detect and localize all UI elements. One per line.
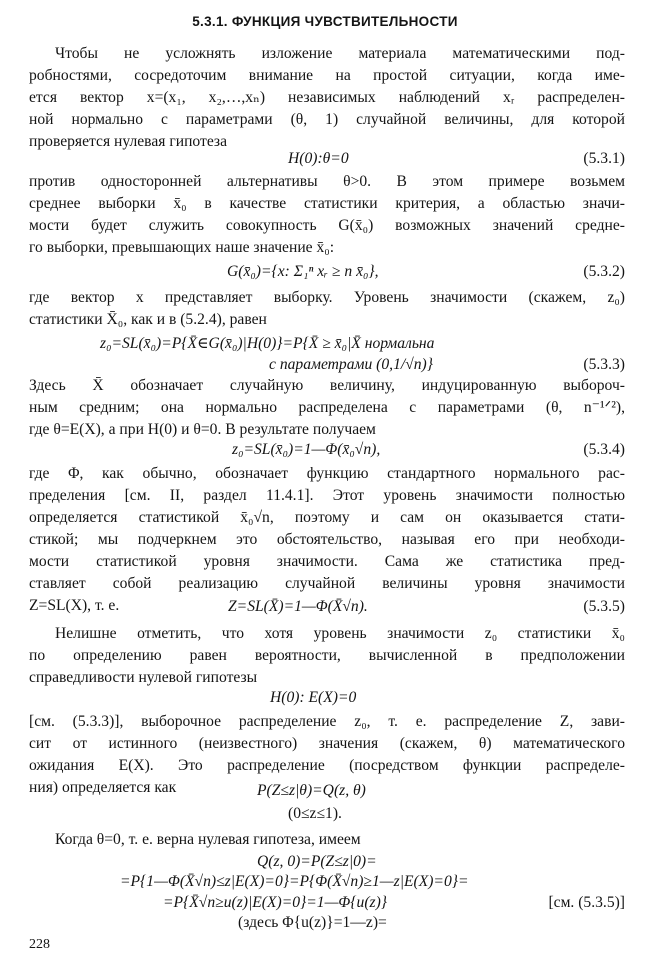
equation: P(Z≤z|θ)=Q(z, θ) (257, 782, 366, 799)
text-line: ной нормально с параметрами (θ, 1) случайной величины, для которой (29, 111, 625, 128)
text-line: пределения [см. II, раздел 11.4.1]. Этот уровень значимости полностью (29, 487, 625, 504)
text-line: робностями, сосредоточим внимание на простой ситуации, когда име- (29, 67, 625, 84)
text-line: проверяется нулевая гипотеза (29, 133, 228, 150)
page-number: 228 (29, 937, 50, 952)
text-line: по определению равен вероятности, вычисленной в предположении (29, 647, 625, 664)
text-line: статистики X̄₀, как и в (5.2.4), равен (29, 311, 267, 328)
equation: Z=SL(X̄)=1—Φ(X̄√n). (228, 598, 368, 615)
text-line: мости статистикой уровня значимости. Сама же статистика пред- (29, 553, 625, 570)
text-line: определяется статистикой x̄₀√n, поэтому и сам он оказывается стати- (29, 509, 625, 526)
equation: z₀=SL(x̄₀)=P{X̄∈G(x̄₀)|H(0)}=P{X̄ ≥ x̄₀|X̄ нормальна (100, 335, 435, 352)
equation: H(0): E(X)=0 (270, 689, 357, 706)
equation: с параметрами (0,1/√n)} (269, 356, 433, 373)
text-line: Нелишне отметить, что хотя уровень значимости z₀ статистики x̄₀ (55, 625, 625, 642)
text-line: Чтобы не усложнять изложение материала математическими под- (55, 45, 625, 62)
text-line: ния) определяется как (29, 779, 177, 796)
equation-number: (5.3.2) (583, 263, 625, 280)
text-line: где вектор x представляет выборку. Уровень значимости (скажем, z₀) (29, 289, 625, 306)
equation-number: [см. (5.3.5)] (548, 894, 625, 911)
text-line: мости будет служить совокупность G(x̄₀) возможных значений средне- (29, 217, 625, 234)
equation: Q(z, 0)=P(Z≤z|0)= (257, 853, 377, 870)
section-title: 5.3.1. ФУНКЦИЯ ЧУВСТВИТЕЛЬНОСТИ (192, 14, 458, 29)
text-line: ным средним; она нормально распределена с параметрами (θ, n⁻¹ᐟ²), (29, 399, 625, 416)
equation: G(x̄₀)={x: Σ₁ⁿ xᵣ ≥ n x̄₀}, (227, 263, 379, 280)
equation-number: (5.3.5) (583, 598, 625, 615)
text-line: справедливости нулевой гипотезы (29, 669, 258, 686)
text-line: го выборки, превышающих наше значение x̄₀: (29, 239, 335, 256)
text-line: Z=SL(X), т. е. (29, 597, 120, 614)
text-line: среднее выборки x̄₀ в качестве статистики критерия, а областью значи- (29, 195, 625, 212)
equation-number: (5.3.4) (583, 441, 625, 458)
equation: (здесь Φ{u(z)}=1—z)= (238, 914, 387, 931)
text-line: сит от истинного (неизвестного) значения (скажем, θ) математического (29, 735, 625, 752)
text-line: где Φ, как обычно, обозначает функцию стандартного нормального рас- (29, 465, 625, 482)
text-line: Здесь X̄ обозначает случайную величину, индуцированную выбороч- (29, 377, 625, 394)
equation-number: (5.3.3) (583, 356, 625, 373)
equation-number: (5.3.1) (583, 150, 625, 167)
text-line: ется вектор x=(x₁, x₂,…,xₙ) независимых наблюдений xᵣ распределен- (29, 89, 625, 106)
equation: H(0):θ=0 (288, 150, 349, 167)
equation: (0≤z≤1). (288, 805, 342, 822)
text-line: ожидания E(X). Это распределение (посредством функции распределе- (29, 757, 625, 774)
text-line: против односторонней альтернативы θ>0. В этом примере возьмем (29, 173, 625, 190)
equation: =P{1—Φ(X̄√n)≤z|E(X)=0}=P{Φ(X̄√n)≥1—z|E(X)=0}= (120, 873, 469, 890)
text-line: стикой; мы подчеркнем это обстоятельство, называя его при необходи- (29, 531, 625, 548)
text-line: Когда θ=0, т. е. верна нулевая гипотеза, имеем (55, 831, 361, 848)
text-line: где θ=E(X), а при H(0) и θ=0. В результате получаем (29, 421, 376, 438)
equation: =P{X̄√n≥u(z)|E(X)=0}=1—Φ{u(z)} (163, 894, 388, 911)
equation: z₀=SL(x̄₀)=1—Φ(x̄₀√n), (232, 441, 381, 458)
text-line: ставляет собой реализацию случайной величины уровня значимости (29, 575, 625, 592)
text-line: [см. (5.3.3)], выборочное распределение z₀, т. е. распределение Z, зави- (29, 713, 625, 730)
